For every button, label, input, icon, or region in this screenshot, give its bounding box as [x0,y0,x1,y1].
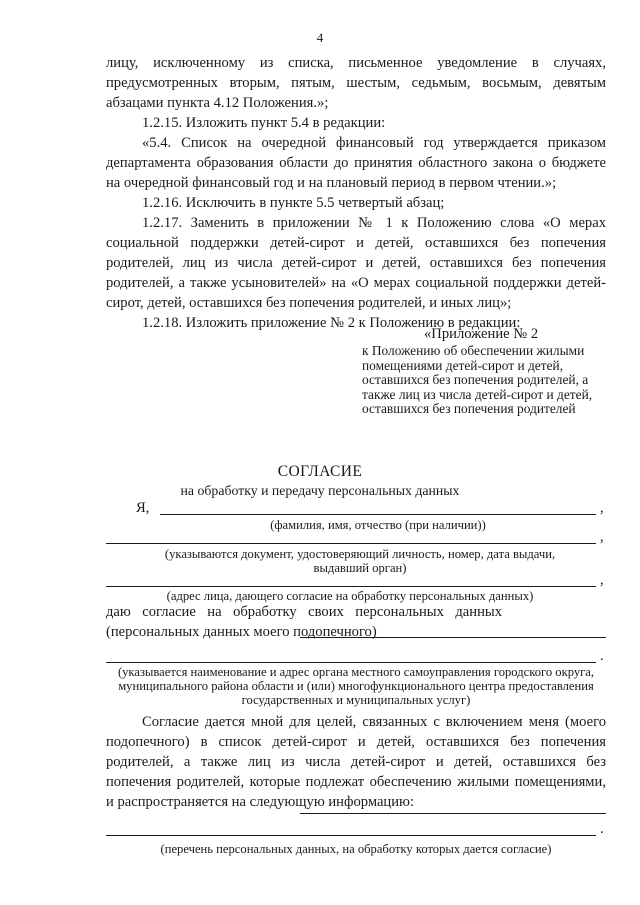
fio-caption: (фамилия, имя, отчество (при наличии)) [270,518,486,532]
paragraph-1-2-15: 1.2.15. Изложить пункт 5.4 в редакции: [142,115,386,131]
info-field[interactable] [300,813,606,814]
fio-field[interactable] [160,514,596,515]
paragraph-1-2-17: 1.2.17. Заменить в приложении № 1 к Положению слова «О мерах социальной поддержки детей-сирот и детей, оставшихся без попечения родителей, лиц из числа детей-сирот и детей, оставшихся без попечения родителей, а также усыновителей» на «О мерах социальной поддержки детей-сирот, детей, оставшихся без попечения родителей, и иных лиц»; [106,215,606,311]
paragraph-continuation: лицу, исключенному из списка, письменное уведомление в случаях, предусмотренных вторым, пятым, шестым, седьмым, восьмым, девятым абзацами пункта 4.12 Положения.»; [106,55,606,111]
body-address-field[interactable] [106,662,596,663]
page-number: 4 [316,30,324,45]
address-comma: , [600,572,604,588]
appendix-title: «Приложение № 2 [424,326,539,342]
document-caption: (указываются документ, удостоверяющий личность, номер, дата выдачи, выдавший орган) [164,547,556,575]
info-field-2[interactable] [106,835,596,836]
body-period: . [600,648,604,664]
consent-title: СОГЛАСИЕ [277,463,363,480]
purpose-paragraph: Согласие дается мной для целей, связанных с включением меня (моего подопечного) в список детей-сирот и детей, оставшихся без попечения родителей, а также лиц из числа детей-сирот и детей, оставшихся без попечения родителей, которые подлежат обеспечению жилыми помещениями, и распространяется на следующую информацию: [106,714,606,810]
appendix-text: к Положению об обеспечении жилыми помещениями детей-сирот и детей, оставшихся без попечения родителей, а также лиц из числа детей-сирот и детей, оставшихся без попечения родителей [362,343,593,417]
consent-subtitle: на обработку и передачу персональных данных [180,483,460,498]
document-comma: , [600,529,604,545]
body-caption: (указывается наименование и адрес органа местного самоуправления городского округа, муниципального района области и (или) многофункционального центра предоставления государственных и муниципальных услуг) [117,665,595,707]
body-name-field[interactable] [300,637,606,638]
document-field[interactable] [106,543,596,544]
list-caption: (перечень персональных данных, на обработку которых дается согласие) [160,842,552,856]
paragraph-1-2-18: 1.2.18. Изложить приложение № 2 к Положению в редакции: [142,315,521,331]
appendix-header [362,324,610,417]
fio-comma: , [600,500,604,516]
paragraph-5-4-quote: «5.4. Список на очередной финансовый год утверждается приказом департамента образования области до принятия областного закона о бюджете на очередной финансовый год и на плановый период в первом чтении.»; [106,135,606,191]
amendment-text [106,53,606,333]
give-consent-text: даю согласие на обработку своих персональных данных (персональных данных моего подопечного) [106,604,502,640]
info-period: . [600,821,604,837]
address-field[interactable] [106,586,596,587]
ya-label: Я, [136,500,150,516]
paragraph-1-2-16: 1.2.16. Исключить в пункте 5.5 четвертый абзац; [142,195,445,211]
address-caption: (адрес лица, дающего согласие на обработку персональных данных) [166,589,534,603]
